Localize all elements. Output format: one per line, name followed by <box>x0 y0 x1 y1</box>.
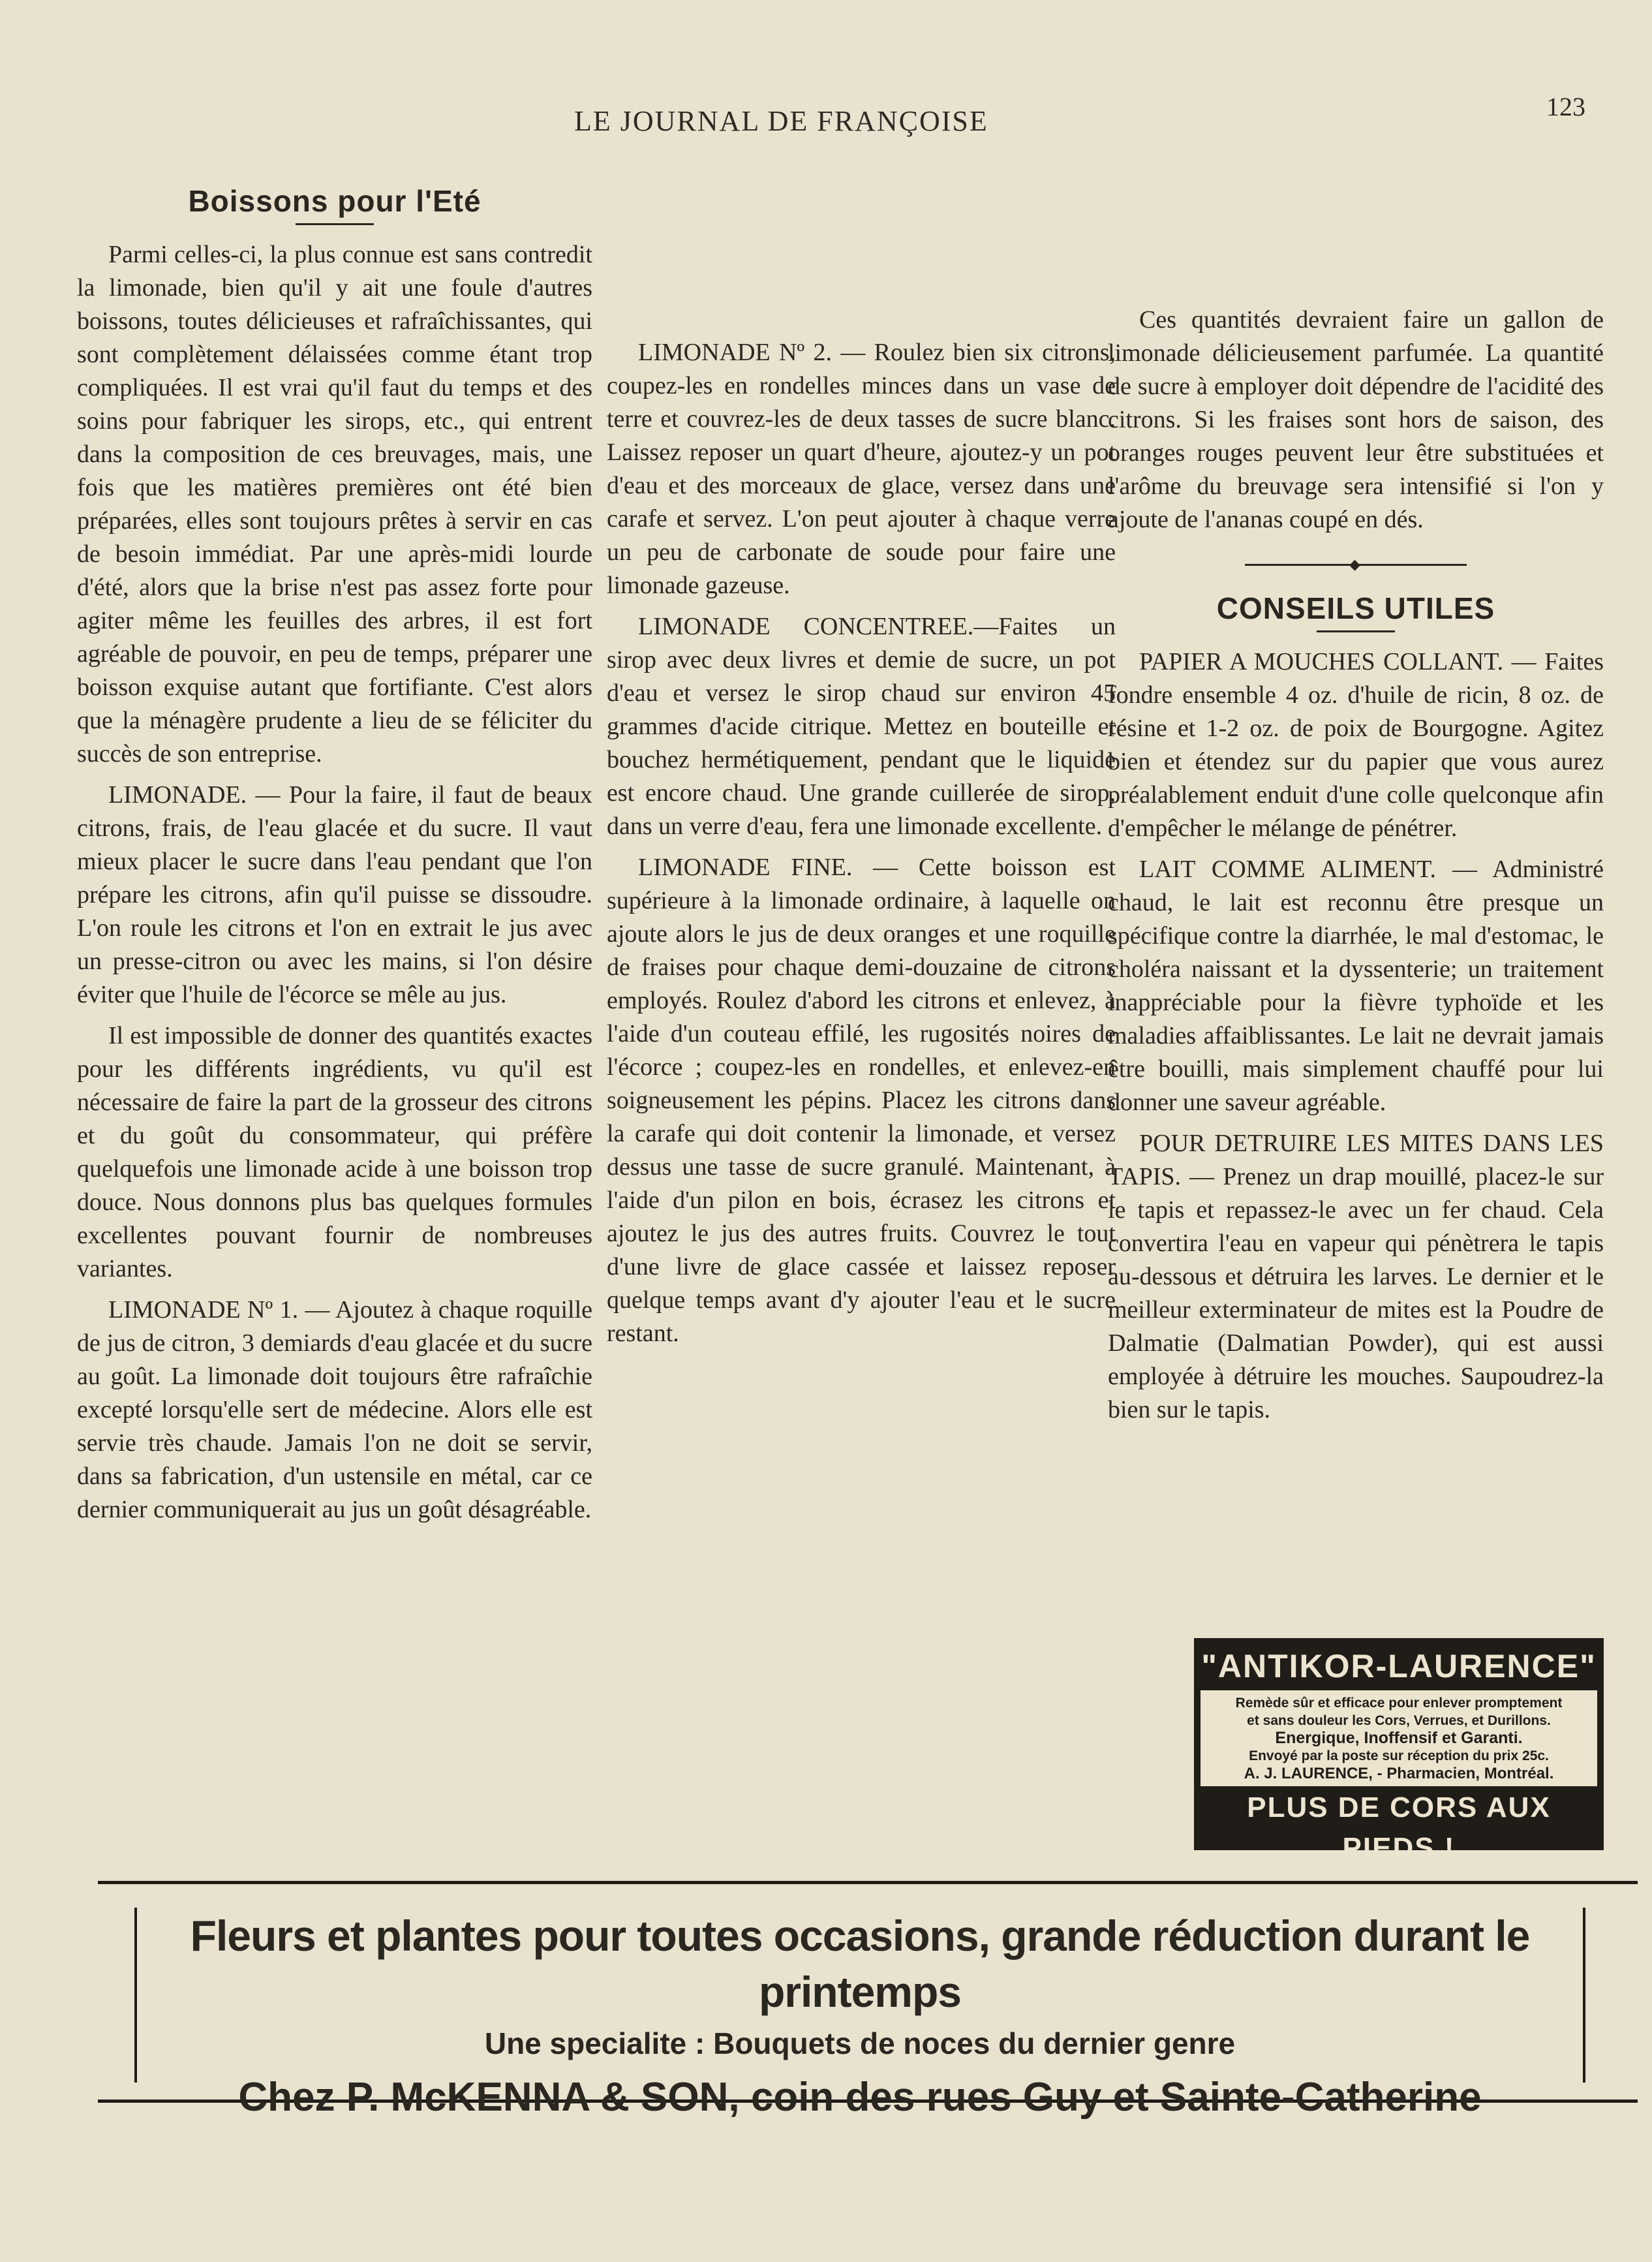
antikor-line: Envoyé par la poste sur réception du prix 25c. <box>1249 1748 1549 1763</box>
limonade-fine-paragraph: LIMONADE FINE. — Cette boisson est supérieure à la limonade ordinaire, à laquelle on ajoute alors le jus de deux oranges et une roquille de fraises pour chaque demi-douzaine de citrons employés. Roulez d'abord les citrons et enlevez, à l'aide d'un couteau effilé, les rugosités noires de l'écorce ; coupez-les en rondelles, et enlevez-en soigneusement les pépins. Placez les citrons dans la carafe qui doit contenir la limonade, et versez dessus une tasse de sucre granulé. Maintenant, à l'aide d'un pilon en bois, écrasez les citrons et ajoutez le jus des autres fruits. Couvrez le tout d'une livre de glace cassée et laissez reposer quelque temps avant d'y ajouter l'eau et le sucre restant. <box>607 854 1116 1347</box>
mckenna-headline: Fleurs et plantes pour toutes occasions, grande réduction durant le printemps <box>190 1912 1530 2016</box>
page-number: 123 <box>1546 92 1585 121</box>
title-rule <box>1317 630 1395 632</box>
antikor-body <box>1201 1690 1597 1786</box>
mckenna-subline: Une specialite : Bouquets de noces du dernier genre <box>484 2026 1236 2060</box>
limonade-paragraph: LIMONADE. — Pour la faire, il faut de beaux citrons, frais, de l'eau glacée et du sucre. Il vaut mieux placer le sucre dans l'eau pendant que l'on prépare les citrons, afin qu'il puisse se dissoudre. L'on roule les citrons et l'on en extrait le jus avec un presse-citron ou avec les mains, si l'on désire éviter que l'huile de l'écorce se mêle au jus. <box>77 781 592 1008</box>
column-1 <box>77 166 592 1534</box>
mckenna-shop: Chez P. McKENNA & SON, coin des rues Guy et Sainte-Catherine <box>238 2075 1482 2120</box>
quantites-paragraph: Il est impossible de donner des quantités exactes pour les différents ingrédients, vu qu'il est nécessaire de faire la part de la grosseur des citrons et du goût du consommateur, qui préfère quelquefois une limonade acide à une boisson trop douce. Nous donnons plus bas quelques formules excellentes pouvant fournir de nombreuses variantes. <box>77 1022 592 1282</box>
limonade-concentree-paragraph: LIMONADE CONCENTREE.—Faites un sirop avec deux livres et demie de sucre, un pot d'eau et versez le sirop chaud sur environ 45 grammes d'acide citrique. Mettez en bouteille et bouchez hermétiquement, pendant que le liquide est encore chaud. Une grande cuillerée de sirop, dans un verre d'eau, fera une limonade excellente. <box>607 613 1116 840</box>
ornament-divider <box>1245 556 1467 572</box>
antikor-line: Remède sûr et efficace pour enlever promptement <box>1235 1696 1563 1711</box>
antikor-slogan: PLUS DE CORS AUX PIEDS ! <box>1247 1791 1551 1864</box>
antikor-line: A. J. LAURENCE, - Pharmacien, Montréal. <box>1244 1765 1554 1782</box>
quantites-finales-paragraph: Ces quantités devraient faire un gallon de limonade délicieusement parfumée. La quantité de sucre à employer doit dépendre de l'acidité des citrons. Si les fraises sont hors de saison, des oranges rouges peuvent leur être substituées et l'arôme du breuvage sera intensifié si l'on y ajoute de l'ananas coupé en dés. <box>1108 306 1604 533</box>
antikor-advertisement <box>1194 1638 1604 1864</box>
lait-aliment-paragraph: LAIT COMME ALIMENT. — Administré chaud, le lait est reconnu être presque un spécifique contre la diarrhée, le mal d'estomac, le choléra naissant et la dyssenterie; un traitement inappréciable pour la fièvre typhoïde et les maladies affaiblissantes. Le lait ne devrait jamais être bouilli, mais simplement chauffé pour lui donner une saveur agréable. <box>1108 856 1604 1116</box>
conseils-title: CONSEILS UTILES <box>1216 591 1495 625</box>
running-head: LE JOURNAL DE FRANÇOISE <box>574 105 988 137</box>
boissons-intro: Parmi celles-ci, la plus connue est sans contredit la limonade, bien qu'il y ait une foule d'autres boissons, toutes délicieuses et rafraîchissantes, qui sont complètement délaissées comme étant trop compliquées. Il est vrai qu'il faut du temps et des soins pour fabriquer les sirops, etc., qui entrent dans la composition de ces breuvages, mais, une fois que les matières premières ont été bien préparées, elles sont toujours prêtes à servir en cas de besoin immédiat. Par une après-midi lourde d'été, alors que la brise n'est pas assez forte pour agiter même les feuilles des arbres, il est fort agréable de pouvoir, en peu de temps, préparer une boisson exquise autant que fortifiante. C'est alors que la ménagère prudente a lieu de se féliciter du succès de son entreprise. <box>77 241 592 767</box>
diamond-ornament-icon: ◆ <box>1349 556 1360 572</box>
mckenna-advertisement <box>98 1881 1638 2120</box>
column-2 <box>607 166 1116 1358</box>
title-rule <box>296 223 374 225</box>
mckenna-frame <box>134 1908 1585 2120</box>
limonade-2-paragraph: LIMONADE Nº 2. — Roulez bien six citrons, coupez-les en rondelles minces dans un vase de terre et couvrez-les de deux tasses de sucre blanc. Laissez reposer un quart d'heure, ajoutez-y un pot d'eau et des morceaux de glace, versez dans une carafe et servez. L'on peut ajouter à chaque verre un peu de carbonate de soude pour faire une limonade gazeuse. <box>607 339 1116 599</box>
antikor-line: et sans douleur les Cors, Verrues, et Durillons. <box>1247 1713 1551 1728</box>
boissons-title: Boissons pour l'Eté <box>188 184 482 218</box>
antikor-brand: "ANTIKOR-LAURENCE" <box>1201 1648 1597 1684</box>
antikor-line: Energique, Inoffensif et Garanti. <box>1275 1729 1523 1747</box>
limonade-1-paragraph: LIMONADE Nº 1. — Ajoutez à chaque roquille de jus de citron, 3 demiards d'eau glacée et du sucre au goût. La limonade doit toujours être rafraîchie excepté lorsqu'elle sert de médecine. Alors elle est servie très chaude. Jamais l'on ne doit se servir, dans sa fabrication, d'un ustensile en métal, car ce dernier communiquerait au jus un goût désagréable. <box>77 1296 592 1523</box>
papier-mouches-paragraph: PAPIER A MOUCHES COLLANT. — Faites fondre ensemble 4 oz. d'huile de ricin, 8 oz. de résine et 1-2 oz. de poix de Bourgogne. Agitez bien et étendez sur du papier que vous aurez préalablement enduit d'une colle quelconque afin d'empêcher le mélange de pénétrer. <box>1108 648 1604 842</box>
mites-tapis-paragraph: POUR DETRUIRE LES MITES DANS LES TAPIS. — Prenez un drap mouillé, placez-le sur le tapis et repassez-le avec un fer chaud. Cela convertira l'eau en vapeur qui pénètrera le tapis au-dessous et détruira les larves. Le dernier et le meilleur exterminateur de mites est la Poudre de Dalmatie (Dalmatian Powder), qui est aussi employée à détruire les mouches. Saupoudrez-la bien sur le tapis. <box>1108 1130 1604 1423</box>
column-3 <box>1108 166 1604 1434</box>
